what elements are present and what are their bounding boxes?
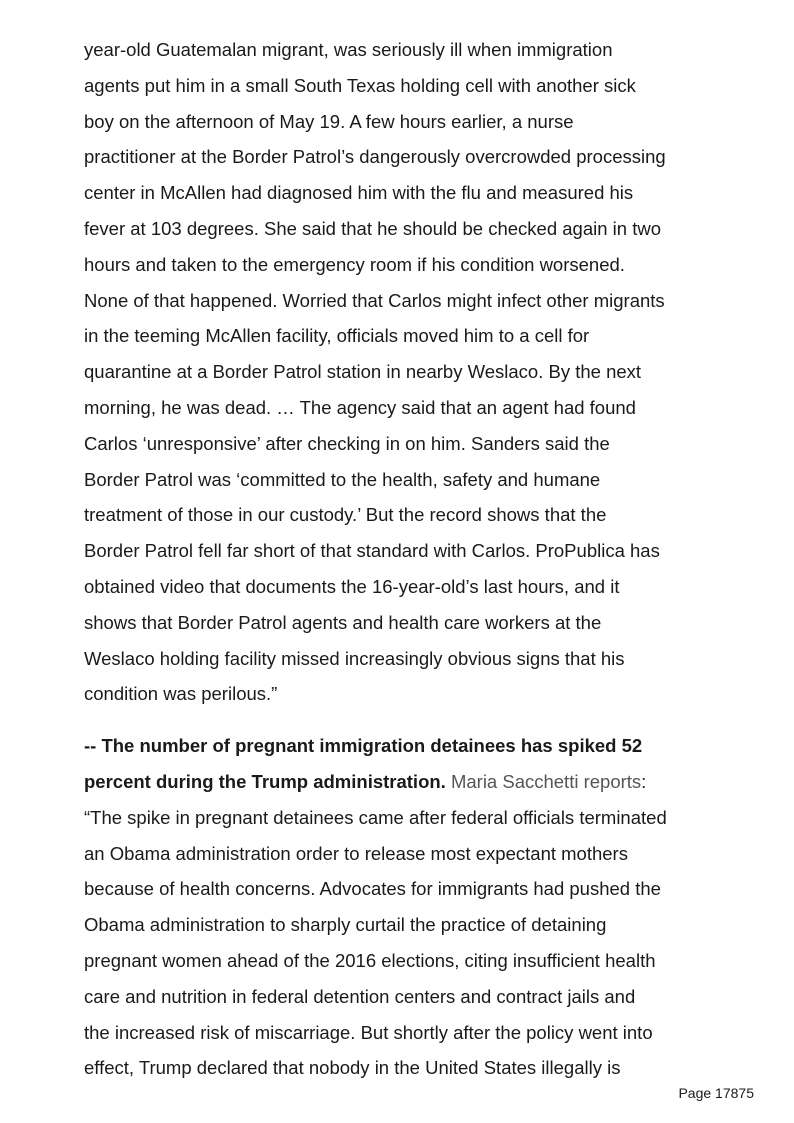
paragraph-line: pregnant women ahead of the 2016 elections, citing insufficient health	[84, 949, 656, 971]
reporter-link[interactable]: Maria Sacchetti reports	[450, 770, 642, 792]
paragraph-line: condition was perilous.”	[84, 683, 278, 705]
paragraph-line: agents put him in a small South Texas holding cell with another sick	[84, 74, 636, 96]
paragraph-carlos	[84, 32, 744, 712]
paragraph-line: in the teeming McAllen facility, officials moved him to a cell for	[84, 325, 590, 347]
paragraph-line: Carlos ‘unresponsive’ after checking in on him. Sanders said the	[84, 432, 610, 454]
paragraph-line: boy on the afternoon of May 19. A few hours earlier, a nurse	[84, 110, 574, 132]
paragraph-line: hours and taken to the emergency room if his condition worsened.	[84, 253, 625, 275]
paragraph-line: Border Patrol was ‘committed to the health, safety and humane	[84, 468, 601, 490]
paragraph-line: effect, Trump declared that nobody in the United States illegally is	[84, 1057, 621, 1079]
paragraph-line: None of that happened. Worried that Carlos might infect other migrants	[84, 289, 665, 311]
reporter-colon: :	[641, 770, 647, 792]
paragraph-line: practitioner at the Border Patrol’s dangerously overcrowded processing	[84, 146, 666, 168]
paragraph-spacer	[84, 712, 744, 728]
paragraph-line: quarantine at a Border Patrol station in nearby Weslaco. By the next	[84, 361, 642, 383]
headline-line-with-byline	[84, 764, 744, 800]
paragraph-line: “The spike in pregnant detainees came after federal officials terminated	[84, 806, 667, 828]
paragraph-line: year-old Guatemalan migrant, was seriously ill when immigration	[84, 39, 613, 60]
paragraph-line: Weslaco holding facility missed increasingly obvious signs that his	[84, 647, 625, 669]
document-page	[84, 32, 744, 1086]
paragraph-line: because of health concerns. Advocates for immigrants had pushed the	[84, 878, 661, 900]
headline-text: percent during the Trump administration.	[84, 770, 446, 792]
paragraph-line: the increased risk of miscarriage. But shortly after the policy went into	[84, 1021, 653, 1043]
paragraph-line: treatment of those in our custody.’ But the record shows that the	[84, 504, 607, 526]
paragraph-pregnant-detainees	[84, 728, 744, 1086]
paragraph-line: shows that Border Patrol agents and health care workers at the	[84, 611, 602, 633]
paragraph-line: care and nutrition in federal detention centers and contract jails and	[84, 985, 636, 1007]
paragraph-line: obtained video that documents the 16-year-old’s last hours, and it	[84, 575, 620, 597]
paragraph-line: fever at 103 degrees. She said that he should be checked again in two	[84, 217, 661, 239]
paragraph-line: Border Patrol fell far short of that standard with Carlos. ProPublica has	[84, 540, 660, 562]
page-number: Page 17875	[678, 1085, 754, 1101]
headline-line: -- The number of pregnant immigration detainees has spiked 52	[84, 735, 643, 757]
paragraph-line: an Obama administration order to release most expectant mothers	[84, 842, 628, 864]
paragraph-line: center in McAllen had diagnosed him with the flu and measured his	[84, 182, 634, 204]
paragraph-line: Obama administration to sharply curtail the practice of detaining	[84, 914, 607, 936]
paragraph-line: morning, he was dead. … The agency said that an agent had found	[84, 396, 636, 418]
